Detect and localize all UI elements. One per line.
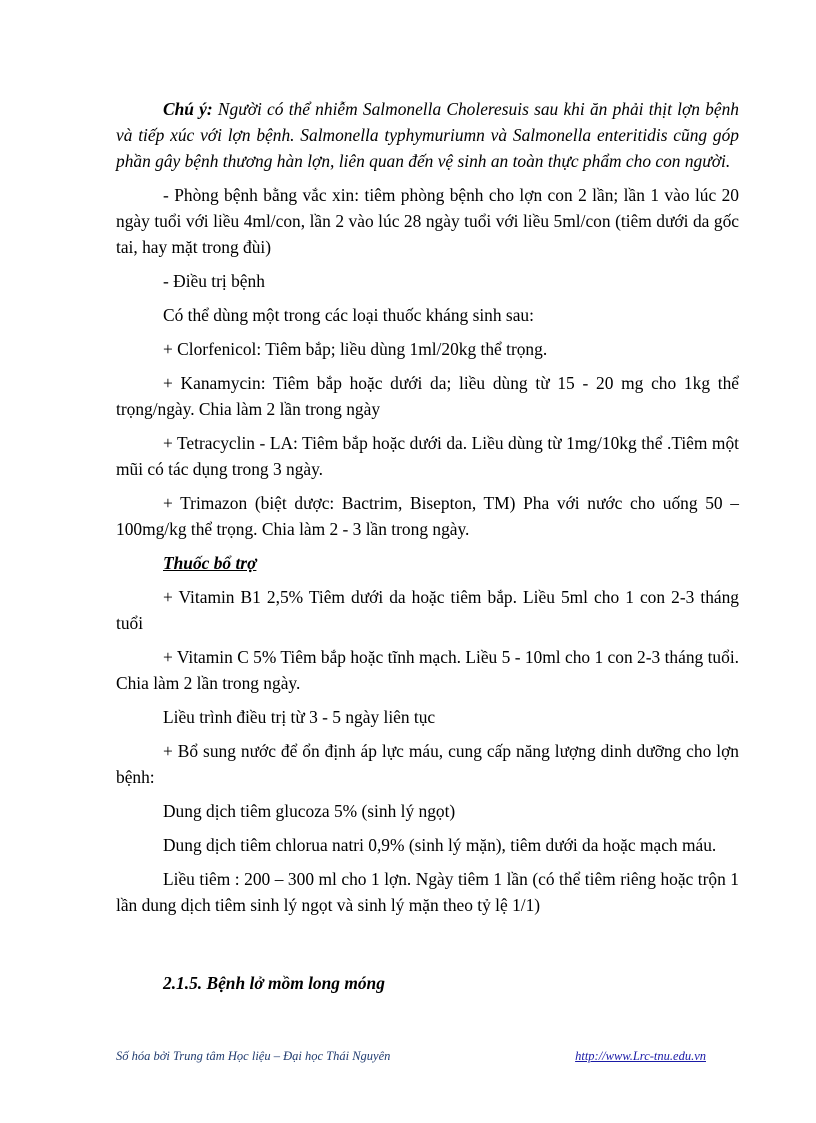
note-paragraph	[116, 96, 739, 174]
section-heading: 2.1.5. Bệnh lở mồm long móng	[163, 973, 385, 993]
paragraph: + Trimazon (biệt dược: Bactrim, Bisepton, TM) Pha với nước cho uống 50 – 100mg/kg thể trọng. Chia làm 2 - 3 lần trong ngày.	[116, 493, 739, 539]
paragraph: + Tetracyclin - LA: Tiêm bắp hoặc dưới da. Liều dùng từ 1mg/10kg thể .Tiêm một mũi có tác dụng trong 3 ngày.	[116, 433, 739, 479]
paragraph: + Kanamycin: Tiêm bắp hoặc dưới da; liều dùng từ 15 - 20 mg cho 1kg thể trọng/ngày. Chia làm 2 lần trong ngày	[116, 373, 739, 419]
page-footer	[116, 1049, 706, 1069]
paragraph: + Bổ sung nước để ổn định áp lực máu, cung cấp năng lượng dinh dưỡng cho lợn bệnh:	[116, 741, 739, 787]
paragraph: + Clorfenicol: Tiêm bắp; liều dùng 1ml/20kg thể trọng.	[163, 339, 548, 359]
paragraph: - Điều trị bệnh	[163, 271, 265, 291]
paragraph: Dung dịch tiêm chlorua natri 0,9% (sinh lý mặn), tiêm dưới da hoặc mạch máu.	[163, 835, 717, 855]
support-heading-line	[116, 550, 739, 576]
paragraph: Có thể dùng một trong các loại thuốc kháng sinh sau:	[163, 305, 534, 325]
paragraph: + Vitamin C 5% Tiêm bắp hoặc tĩnh mạch. Liều 5 - 10ml cho 1 con 2-3 tháng tuổi. Chia làm 2 lần trong ngày.	[116, 647, 739, 693]
footer-credit: Số hóa bởi Trung tâm Học liệu – Đại học Thái Nguyên	[116, 1049, 391, 1063]
paragraph: + Vitamin B1 2,5% Tiêm dưới da hoặc tiêm bắp. Liều 5ml cho 1 con 2-3 tháng tuổi	[116, 587, 739, 633]
note-label: Chú ý:	[163, 99, 213, 119]
footer-link[interactable]: http://www.Lrc-tnu.edu.vn	[575, 1049, 706, 1063]
note-text: Người có thể nhiễm Salmonella Choleresuis sau khi ăn phải thịt lợn bệnh và tiếp xúc với lợn bệnh. Salmonella typhymuriumn và Salmonella enteritidis cũng góp phần gây bệnh thương hàn lợn, liên quan đến vệ sinh an toàn thực phẩm cho con người.	[116, 99, 739, 171]
paragraph: - Phòng bệnh bằng vắc xin: tiêm phòng bệnh cho lợn con 2 lần; lần 1 vào lúc 20 ngày tuổi với liều 4ml/con, lần 2 vào lúc 28 ngày tuổi với liều 5ml/con (tiêm dưới da gốc tai, hay mặt trong đùi)	[116, 185, 739, 257]
paragraph: Liều trình điều trị từ 3 - 5 ngày liên tục	[163, 707, 436, 727]
paragraph: Liều tiêm : 200 – 300 ml cho 1 lợn. Ngày tiêm 1 lần (có thể tiêm riêng hoặc trộn 1 lần dung dịch tiêm sinh lý ngọt và sinh lý mặn theo tỷ lệ 1/1)	[116, 869, 739, 915]
paragraph: Dung dịch tiêm glucoza 5% (sinh lý ngọt)	[163, 801, 456, 821]
page-body	[116, 96, 739, 918]
support-heading: Thuốc bổ trợ	[163, 553, 257, 573]
